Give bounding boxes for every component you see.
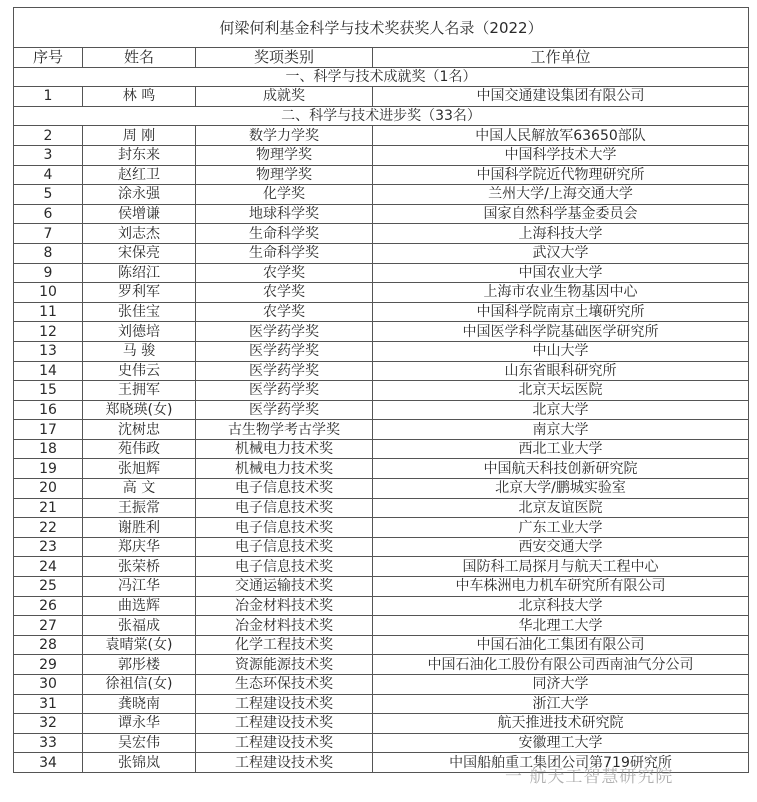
- table-row: [14, 224, 749, 244]
- cell-name: 涂永强: [83, 185, 196, 205]
- header-name: 姓名: [83, 48, 196, 68]
- cell-category: 物理学奖: [196, 145, 373, 165]
- award-table: [13, 7, 749, 773]
- cell-unit: 中国船舶重工集团公司第719研究所: [373, 753, 749, 773]
- cell-no: 4: [14, 165, 83, 185]
- cell-unit: 北京友谊医院: [373, 498, 749, 518]
- watermark: 一 航天工智慧研究院: [505, 767, 674, 787]
- cell-no: 29: [14, 655, 83, 675]
- cell-name: 张锦岚: [83, 753, 196, 773]
- cell-category: 生态环保技术奖: [196, 675, 373, 695]
- cell-no: 10: [14, 283, 83, 303]
- cell-category: 电子信息技术奖: [196, 518, 373, 538]
- cell-unit: 山东省眼科研究所: [373, 361, 749, 381]
- cell-name: 高 文: [83, 479, 196, 499]
- cell-category: 物理学奖: [196, 165, 373, 185]
- cell-unit: 中国科学院南京土壤研究所: [373, 302, 749, 322]
- table-row: [14, 381, 749, 401]
- table-row: [14, 400, 749, 420]
- cell-category: 化学工程技术奖: [196, 635, 373, 655]
- section-header-row: [14, 67, 749, 87]
- table-title-row: [14, 8, 749, 48]
- cell-unit: 北京大学: [373, 400, 749, 420]
- cell-name: 吴宏伟: [83, 733, 196, 753]
- cell-name: 周 刚: [83, 126, 196, 146]
- table-row: [14, 733, 749, 753]
- cell-category: 电子信息技术奖: [196, 537, 373, 557]
- cell-category: 电子信息技术奖: [196, 479, 373, 499]
- cell-unit: 同济大学: [373, 675, 749, 695]
- cell-name: 沈树忠: [83, 420, 196, 440]
- cell-no: 30: [14, 675, 83, 695]
- table-row: [14, 635, 749, 655]
- cell-category: 工程建设技术奖: [196, 714, 373, 734]
- cell-category: 地球科学奖: [196, 204, 373, 224]
- cell-category: 机械电力技术奖: [196, 459, 373, 479]
- cell-unit: 上海市农业生物基因中心: [373, 283, 749, 303]
- cell-unit: 北京大学/鹏城实验室: [373, 479, 749, 499]
- cell-unit: 兰州大学/上海交通大学: [373, 185, 749, 205]
- table-row: [14, 655, 749, 675]
- cell-unit: 上海科技大学: [373, 224, 749, 244]
- table-row: [14, 479, 749, 499]
- cell-no: 21: [14, 498, 83, 518]
- cell-no: 24: [14, 557, 83, 577]
- table-row: [14, 518, 749, 538]
- table-title: 何梁何利基金科学与技术奖获奖人名录（2022）: [14, 8, 749, 48]
- cell-name: 王振常: [83, 498, 196, 518]
- cell-category: 农学奖: [196, 263, 373, 283]
- table-row: [14, 322, 749, 342]
- cell-no: 27: [14, 616, 83, 636]
- table-row: [14, 616, 749, 636]
- cell-name: 郭彤楼: [83, 655, 196, 675]
- table-row: [14, 204, 749, 224]
- cell-category: 农学奖: [196, 283, 373, 303]
- cell-unit: 西安交通大学: [373, 537, 749, 557]
- table-row: [14, 341, 749, 361]
- cell-no: 13: [14, 341, 83, 361]
- header-unit: 工作单位: [373, 48, 749, 68]
- header-row: [14, 48, 749, 68]
- cell-category: 电子信息技术奖: [196, 498, 373, 518]
- cell-unit: 西北工业大学: [373, 439, 749, 459]
- cell-no: 18: [14, 439, 83, 459]
- cell-no: 11: [14, 302, 83, 322]
- cell-name: 王拥军: [83, 381, 196, 401]
- cell-name: 刘德培: [83, 322, 196, 342]
- cell-category: 冶金材料技术奖: [196, 596, 373, 616]
- cell-no: 12: [14, 322, 83, 342]
- cell-unit: 国防科工局探月与航天工程中心: [373, 557, 749, 577]
- cell-no: 23: [14, 537, 83, 557]
- cell-name: 张旭辉: [83, 459, 196, 479]
- cell-name: 郑庆华: [83, 537, 196, 557]
- cell-unit: 北京天坛医院: [373, 381, 749, 401]
- cell-name: 马 骏: [83, 341, 196, 361]
- cell-no: 32: [14, 714, 83, 734]
- cell-unit: 中国石油化工股份有限公司西南油气分公司: [373, 655, 749, 675]
- cell-name: 宋保亮: [83, 243, 196, 263]
- cell-unit: 浙江大学: [373, 694, 749, 714]
- table-row: [14, 87, 749, 107]
- table-row: [14, 126, 749, 146]
- table-row: [14, 537, 749, 557]
- cell-unit: 中国人民解放军63650部队: [373, 126, 749, 146]
- cell-name: 徐祖信(女): [83, 675, 196, 695]
- cell-category: 交通运输技术奖: [196, 577, 373, 597]
- cell-no: 16: [14, 400, 83, 420]
- cell-name: 苑伟政: [83, 439, 196, 459]
- cell-name: 张荣桥: [83, 557, 196, 577]
- cell-unit: 南京大学: [373, 420, 749, 440]
- cell-name: 谭永华: [83, 714, 196, 734]
- cell-name: 冯江华: [83, 577, 196, 597]
- cell-name: 郑晓瑛(女): [83, 400, 196, 420]
- cell-unit: 武汉大学: [373, 243, 749, 263]
- table-row: [14, 302, 749, 322]
- table-row: [14, 596, 749, 616]
- cell-unit: 中国农业大学: [373, 263, 749, 283]
- cell-category: 冶金材料技术奖: [196, 616, 373, 636]
- cell-name: 刘志杰: [83, 224, 196, 244]
- cell-unit: 中车株洲电力机车研究所有限公司: [373, 577, 749, 597]
- cell-no: 8: [14, 243, 83, 263]
- cell-unit: 中国科学院近代物理研究所: [373, 165, 749, 185]
- cell-unit: 中国科学技术大学: [373, 145, 749, 165]
- cell-name: 赵红卫: [83, 165, 196, 185]
- cell-unit: 国家自然科学基金委员会: [373, 204, 749, 224]
- cell-unit: 安徽理工大学: [373, 733, 749, 753]
- cell-name: 侯增谦: [83, 204, 196, 224]
- cell-category: 工程建设技术奖: [196, 733, 373, 753]
- cell-name: 史伟云: [83, 361, 196, 381]
- table-row: [14, 243, 749, 263]
- cell-category: 电子信息技术奖: [196, 557, 373, 577]
- cell-unit: 北京科技大学: [373, 596, 749, 616]
- cell-no: 19: [14, 459, 83, 479]
- table-row: [14, 439, 749, 459]
- cell-name: 谢胜利: [83, 518, 196, 538]
- cell-category: 工程建设技术奖: [196, 694, 373, 714]
- table-row: [14, 185, 749, 205]
- cell-category: 资源能源技术奖: [196, 655, 373, 675]
- cell-no: 22: [14, 518, 83, 538]
- cell-unit: 中国交通建设集团有限公司: [373, 87, 749, 107]
- cell-category: 机械电力技术奖: [196, 439, 373, 459]
- table-row: [14, 498, 749, 518]
- table-row: [14, 675, 749, 695]
- table-row: [14, 361, 749, 381]
- section-heading: 一、科学与技术成就奖（1名）: [14, 67, 749, 87]
- cell-name: 袁晴棠(女): [83, 635, 196, 655]
- cell-no: 1: [14, 87, 83, 107]
- table-row: [14, 145, 749, 165]
- cell-name: 封东来: [83, 145, 196, 165]
- cell-no: 26: [14, 596, 83, 616]
- cell-category: 古生物学考古学奖: [196, 420, 373, 440]
- header-no: 序号: [14, 48, 83, 68]
- cell-no: 14: [14, 361, 83, 381]
- cell-category: 医学药学奖: [196, 361, 373, 381]
- cell-no: 15: [14, 381, 83, 401]
- cell-no: 33: [14, 733, 83, 753]
- table-row: [14, 165, 749, 185]
- table-row: [14, 577, 749, 597]
- cell-no: 34: [14, 753, 83, 773]
- section-header-row: [14, 106, 749, 126]
- cell-unit: 中山大学: [373, 341, 749, 361]
- section-heading: 二、科学与技术进步奖（33名）: [14, 106, 749, 126]
- cell-unit: 航天推进技术研究院: [373, 714, 749, 734]
- cell-no: 9: [14, 263, 83, 283]
- cell-no: 31: [14, 694, 83, 714]
- cell-no: 20: [14, 479, 83, 499]
- cell-no: 6: [14, 204, 83, 224]
- cell-category: 工程建设技术奖: [196, 753, 373, 773]
- table-row: [14, 557, 749, 577]
- cell-category: 生命科学奖: [196, 224, 373, 244]
- cell-no: 28: [14, 635, 83, 655]
- cell-no: 7: [14, 224, 83, 244]
- cell-no: 25: [14, 577, 83, 597]
- cell-name: 龚晓南: [83, 694, 196, 714]
- cell-unit: 中国石油化工集团有限公司: [373, 635, 749, 655]
- cell-name: 罗利军: [83, 283, 196, 303]
- cell-category: 生命科学奖: [196, 243, 373, 263]
- cell-category: 农学奖: [196, 302, 373, 322]
- cell-no: 3: [14, 145, 83, 165]
- cell-category: 医学药学奖: [196, 322, 373, 342]
- table-row: [14, 283, 749, 303]
- cell-unit: 华北理工大学: [373, 616, 749, 636]
- cell-category: 医学药学奖: [196, 400, 373, 420]
- award-table-sheet: [13, 7, 748, 773]
- table-row: [14, 694, 749, 714]
- cell-category: 数学力学奖: [196, 126, 373, 146]
- cell-category: 成就奖: [196, 87, 373, 107]
- cell-unit: 广东工业大学: [373, 518, 749, 538]
- table-row: [14, 263, 749, 283]
- cell-name: 张福成: [83, 616, 196, 636]
- cell-category: 医学药学奖: [196, 381, 373, 401]
- cell-name: 曲选辉: [83, 596, 196, 616]
- table-row: [14, 420, 749, 440]
- cell-name: 张佳宝: [83, 302, 196, 322]
- cell-name: 陈绍江: [83, 263, 196, 283]
- cell-unit: 中国航天科技创新研究院: [373, 459, 749, 479]
- cell-no: 17: [14, 420, 83, 440]
- cell-category: 医学药学奖: [196, 341, 373, 361]
- table-row: [14, 714, 749, 734]
- cell-name: 林 鸣: [83, 87, 196, 107]
- cell-no: 2: [14, 126, 83, 146]
- cell-category: 化学奖: [196, 185, 373, 205]
- header-category: 奖项类别: [196, 48, 373, 68]
- table-row: [14, 459, 749, 479]
- cell-unit: 中国医学科学院基础医学研究所: [373, 322, 749, 342]
- cell-no: 5: [14, 185, 83, 205]
